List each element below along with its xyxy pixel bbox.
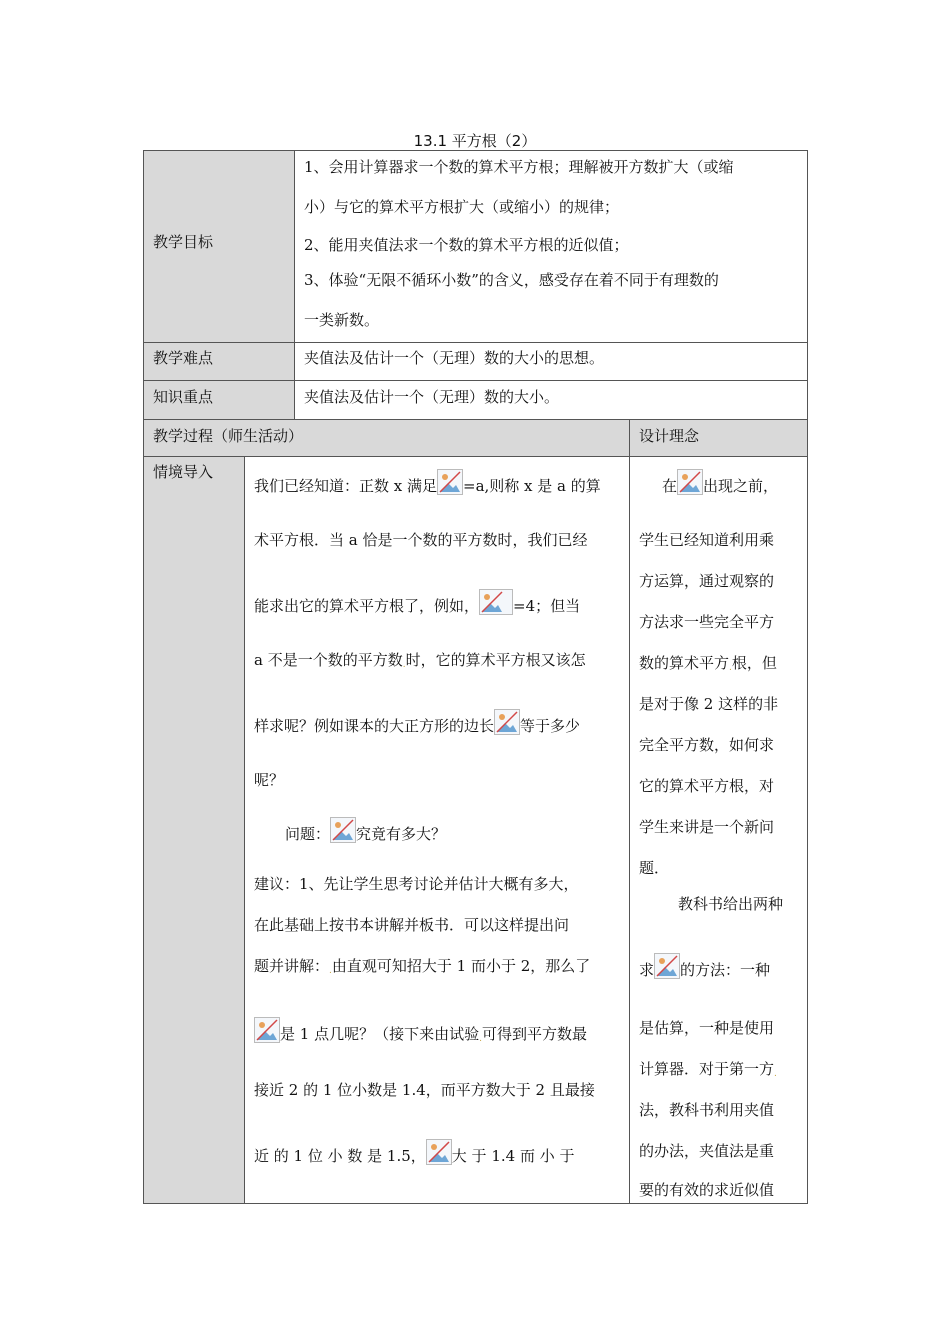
marker-dot: . <box>729 663 732 673</box>
page-title: 13.1 平方根（2） <box>413 132 537 150</box>
design-line-14a: 计算器．对于第一方 <box>639 1060 775 1078</box>
marker-dot: . <box>329 966 332 976</box>
broken-image-icon <box>426 1139 452 1165</box>
main-line-2: 术平方根．当 a 恰是一个数的平方数时，我们已经 <box>254 531 588 549</box>
main-line-11b: 可得到平方数最 <box>481 1025 587 1043</box>
objective-line-3: 2、能用夹值法求一个数的算术平方根的近似值； <box>304 236 629 254</box>
marker-dot: . <box>774 1069 777 1079</box>
design-line-11: 教科书给出两种 <box>678 895 784 913</box>
marker-dot: . <box>479 1034 482 1044</box>
main-line-12: 接近 2 的 1 位小数是 1.4，而平方数大于 2 且最接 <box>254 1081 595 1099</box>
main-line-1 <box>254 469 601 496</box>
main-line-7b: 究竟有多大？ <box>356 825 447 843</box>
main-line-10a: 题并讲解： <box>254 957 330 975</box>
key-points-content-cell <box>294 380 808 420</box>
main-line-9: 在此基础上按书本讲解并板书．可以这样提出问 <box>254 916 570 934</box>
main-line-7a: 问题： <box>285 825 331 843</box>
design-line-17: 要的有效的求近似值 <box>639 1181 775 1199</box>
design-line-4: 方法求一些完全平方 <box>639 613 775 631</box>
design-line-9: 学生来讲是一个新问 <box>639 818 775 836</box>
main-line-4 <box>254 649 586 670</box>
key-points-label: 知识重点 <box>153 388 214 406</box>
main-line-13b: 大 于 1.4 而 小 于 <box>451 1147 575 1165</box>
objective-line-1: 1、会用计算器求一个数的算术平方根；理解被开方数扩大（或缩 <box>304 158 734 176</box>
broken-image-icon <box>330 817 356 843</box>
main-line-3b: =4；但当 <box>513 597 581 615</box>
design-line-5a: 数的算术平方 <box>639 654 730 672</box>
design-line-6: 是对于像 2 这样的非 <box>639 695 779 713</box>
design-line-7: 完全平方数，如何求 <box>639 736 775 754</box>
main-line-3 <box>254 589 580 616</box>
process-content-cell <box>244 456 630 1204</box>
design-line-16: 的办法，夹值法是重 <box>639 1142 775 1160</box>
main-line-1b: =a, <box>463 477 490 495</box>
main-line-4a: a 不是一个数的平方数 <box>254 651 403 669</box>
broken-image-icon <box>494 709 520 735</box>
difficulty-label-cell <box>143 342 295 381</box>
design-content-cell <box>629 456 808 1204</box>
main-line-13a: 近 的 1 位 小 数 是 1.5， <box>254 1147 426 1165</box>
process-header-cell <box>143 419 630 457</box>
objectives-label-cell <box>143 150 295 343</box>
main-line-10b: 由直观可知招大于 1 而小于 2，那么了 <box>331 957 591 975</box>
main-line-11 <box>254 1017 587 1044</box>
design-header-cell <box>629 419 808 457</box>
difficulty-content-cell <box>294 342 808 381</box>
difficulty-text: 夹值法及估计一个（无理）数的大小的思想。 <box>304 349 605 367</box>
main-line-11a: 是 1 点几呢？（接下来由试验 <box>280 1025 480 1043</box>
main-line-1a: 我们已经知道：正数 x 满足 <box>254 477 437 495</box>
key-points-label-cell <box>143 380 295 420</box>
main-line-10 <box>254 955 590 976</box>
main-line-4b: 时，它的算术平方根又该怎 <box>405 651 586 669</box>
design-line-8: 它的算术平方根，对 <box>639 777 775 795</box>
main-line-5 <box>254 709 580 736</box>
design-line-1b: 出现之前， <box>703 477 779 495</box>
objectives-content-cell <box>294 150 808 343</box>
design-header: 设计理念 <box>639 427 700 445</box>
broken-image-icon <box>677 469 703 495</box>
section-label-cell <box>143 456 245 1204</box>
design-line-2: 学生已经知道利用乘 <box>639 531 775 549</box>
main-line-6: 呢？ <box>254 771 285 789</box>
objectives-label: 教学目标 <box>153 233 214 251</box>
main-line-5b: 等于多少 <box>520 717 581 735</box>
objective-line-2: 小）与它的算术平方根扩大（或缩小）的规律； <box>304 198 620 216</box>
design-line-3: 方运算，通过观察的 <box>639 572 775 590</box>
design-line-13: 是估算，一种是使用 <box>639 1019 775 1037</box>
design-line-15: 法，教科书利用夹值 <box>639 1101 775 1119</box>
main-line-3a: 能求出它的算术平方根了，例如， <box>254 597 480 615</box>
objective-line-4: 3、体验“无限不循环小数”的含义，感受存在着不同于有理数的 <box>304 271 719 289</box>
objective-line-5: 一类新数。 <box>304 311 380 329</box>
design-line-12a: 求 <box>639 961 655 979</box>
process-header: 教学过程（师生活动） <box>153 427 304 445</box>
broken-image-icon <box>254 1017 280 1043</box>
difficulty-label: 教学难点 <box>153 349 214 367</box>
section-label: 情境导入 <box>153 463 214 481</box>
broken-image-icon <box>437 469 463 495</box>
design-line-5b: 根，但 <box>731 654 777 672</box>
broken-image-icon <box>479 589 513 615</box>
design-line-1 <box>662 469 778 496</box>
design-line-12 <box>639 953 770 980</box>
design-line-1a: 在 <box>662 477 678 495</box>
main-line-7 <box>285 817 446 844</box>
broken-image-icon <box>654 953 680 979</box>
main-line-8: 建议：1、先让学生思考讨论并估计大概有多大， <box>254 875 579 893</box>
marker-dot: . <box>402 660 406 670</box>
design-line-12b: 的方法：一种 <box>680 961 771 979</box>
main-line-13 <box>254 1139 574 1166</box>
main-line-1c: 则称 x 是 a 的算 <box>489 477 601 495</box>
design-line-14 <box>639 1058 777 1079</box>
design-line-10: 题． <box>639 859 670 877</box>
design-line-5 <box>639 652 777 673</box>
main-line-5a: 样求呢？例如课本的大正方形的边长 <box>254 717 495 735</box>
key-points-text: 夹值法及估计一个（无理）数的大小。 <box>304 388 560 406</box>
